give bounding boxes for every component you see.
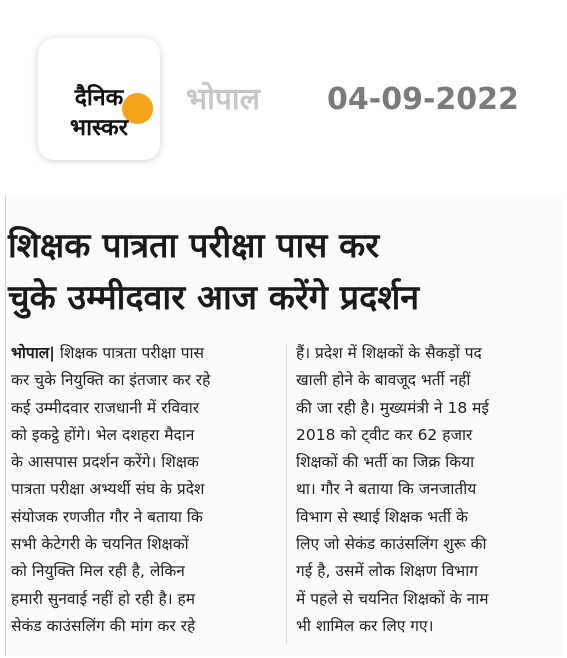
article-column-right bbox=[296, 340, 558, 640]
body-line: में पहले से चयनित शिक्षकों के नाम bbox=[296, 589, 489, 608]
logo-text-line2: भास्कर bbox=[69, 115, 129, 141]
logo-text-line1: दैनिक bbox=[74, 85, 124, 111]
article-column-left bbox=[11, 340, 279, 640]
body-line: हैं। प्रदेश में शिक्षकों के सैकड़ों पद bbox=[296, 344, 482, 362]
column-divider bbox=[286, 344, 287, 644]
body-line bbox=[11, 340, 279, 367]
body-line: भी शामिल कर लिए गए। bbox=[296, 616, 434, 635]
body-line: सेकंड काउंसलिंग की मांग कर रहे bbox=[11, 616, 196, 635]
headline-line: चुके उम्मीदवार आज करेंगे प्रदर्शन bbox=[8, 278, 420, 318]
headline-line: शिक्षक पात्रता परीक्षा पास कर bbox=[8, 226, 380, 266]
body-line: हमारी सुनवाई नहीं हो रही है। हम bbox=[11, 589, 196, 608]
body-line: लिए जो सेकंड काउंसलिंग शुरू की bbox=[296, 535, 487, 554]
dainik-bhaskar-logo[interactable] bbox=[38, 38, 160, 160]
dateline: भोपाल| bbox=[11, 344, 55, 362]
body-line: गई है, उसमें लोक शिक्षण विभाग bbox=[296, 562, 478, 581]
edition-date: 04-09-2022 bbox=[327, 82, 519, 117]
body-line: कई उम्मीदवार राजधानी में रविवार bbox=[11, 398, 200, 417]
body-line: की जा रही है। मुख्यमंत्री ने 18 मई bbox=[296, 398, 489, 417]
edition-city: भोपाल bbox=[186, 82, 261, 117]
body-line: संयोजक रणजीत गौर ने बताया कि bbox=[11, 507, 203, 526]
body-line: था। गौर ने बताया कि जनजातीय bbox=[296, 480, 477, 499]
body-line: शिक्षकों की भर्ती का जिक्र किया bbox=[296, 453, 475, 472]
body-line: पात्रता परीक्षा अभ्यर्थी संघ के प्रदेश bbox=[11, 480, 205, 499]
body-line: सभी केटेगरी के चयनित शिक्षकों bbox=[11, 535, 189, 554]
body-text: शिक्षक पात्रता परीक्षा पास bbox=[59, 344, 205, 362]
body-line: खाली होने के बावजूद भर्ती नहीं bbox=[296, 371, 471, 390]
article-headline bbox=[8, 220, 558, 324]
body-line: को नियुक्ति मिल रही है, लेकिन bbox=[11, 562, 185, 581]
page-header bbox=[0, 0, 567, 190]
body-line: विभाग से स्थाई शिक्षक भर्ती के bbox=[296, 507, 468, 526]
body-line: को इकट्ठे होंगे। भेल दशहरा मैदान bbox=[11, 425, 195, 444]
body-line: कर चुके नियुक्ति का इंतजार कर रहे bbox=[11, 371, 211, 390]
body-line: 2018 को ट्वीट कर 62 हजार bbox=[296, 425, 473, 444]
body-line: के आसपास प्रदर्शन करेंगे। शिक्षक bbox=[11, 453, 199, 472]
